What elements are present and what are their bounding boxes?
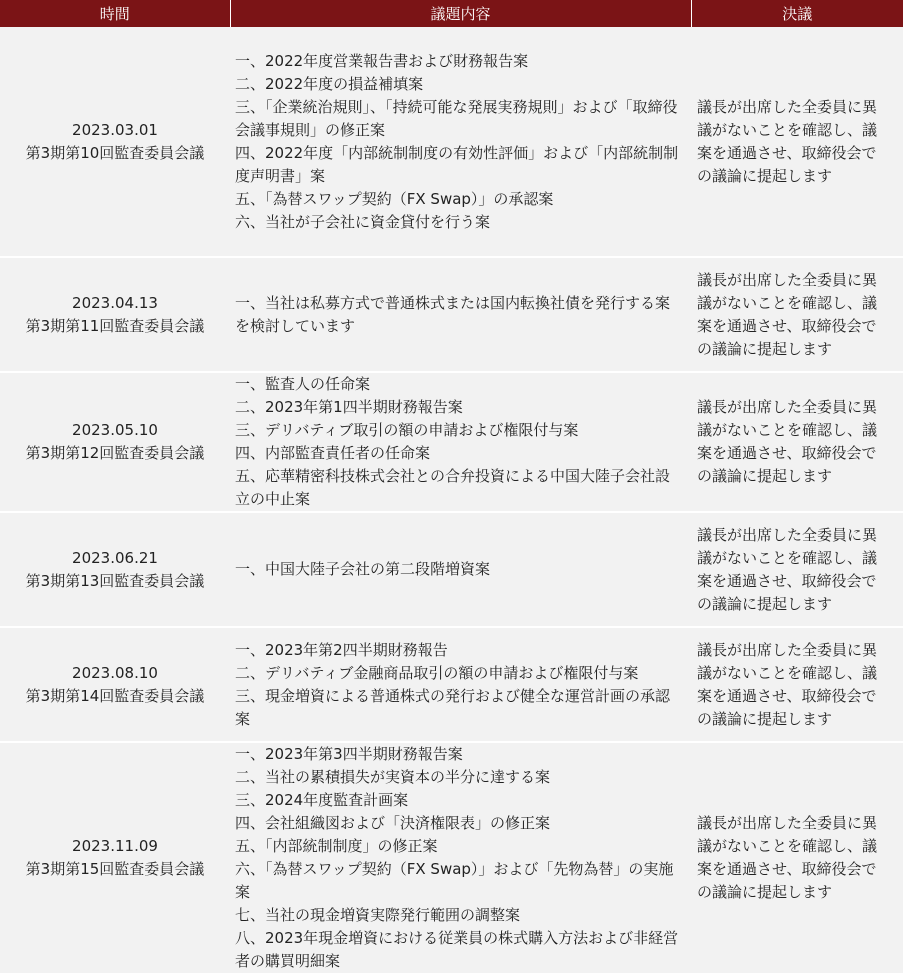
header-time: 時間 — [0, 0, 230, 27]
meeting-date: 2023.03.01 — [72, 120, 158, 139]
agenda-item: 八、2023年現金増資における従業員の株式購入方法および非経営者の購買明細案 — [235, 929, 679, 970]
resolution-cell: 議長が出席した全委員に異議がないことを確認し、議案を通過させ、取締役会での議論に提起します — [691, 742, 903, 974]
resolution-cell: 議長が出席した全委員に異議がないことを確認し、議案を通過させ、取締役会での議論に提起します — [691, 627, 903, 742]
meeting-name: 第3期第15回監査委員会議 — [25, 860, 205, 878]
agenda-cell — [230, 742, 691, 974]
meeting-date: 2023.08.10 — [72, 663, 158, 682]
agenda-item: 六、「為替スワップ契約（FX Swap）」および「先物為替」の実施案 — [235, 860, 674, 901]
header-resolution: 決議 — [691, 0, 903, 27]
resolution-cell: 議長が出席した全委員に異議がないことを確認し、議案を通過させ、取締役会での議論に提起します — [691, 27, 903, 257]
agenda-item: 三、「企業統治規則」、「持続可能な発展実務規則」および「取締役会議事規則」の修正案 — [235, 97, 678, 139]
meeting-name: 第3期第10回監査委員会議 — [25, 143, 205, 162]
agenda-item: 四、内部監査責任者の任命案 — [235, 444, 431, 462]
agenda-item: 六、当社が子会社に資金貸付を行う案 — [235, 212, 491, 231]
header-row — [0, 0, 903, 27]
meeting-time-cell — [0, 742, 230, 974]
meeting-time-cell — [0, 627, 230, 742]
meeting-name: 第3期第13回監査委員会議 — [25, 571, 205, 590]
meeting-name: 第3期第14回監査委員会議 — [25, 686, 205, 705]
meeting-date: 2023.05.10 — [72, 421, 158, 439]
agenda-item: 一、2022年度営業報告書および財務報告案 — [235, 51, 529, 70]
table-row — [0, 512, 903, 627]
meeting-date: 2023.06.21 — [72, 548, 158, 567]
agenda-cell — [230, 372, 691, 512]
meeting-date: 2023.11.09 — [72, 837, 158, 855]
header-agenda: 議題内容 — [230, 0, 691, 27]
agenda-item: 五、応華精密科技株式会社との合弁投資による中国大陸子会社設立の中止案 — [235, 467, 671, 508]
agenda-item: 一、監査人の任命案 — [235, 375, 371, 393]
agenda-item: 三、2024年度監査計画案 — [235, 791, 409, 809]
agenda-cell — [230, 257, 691, 372]
agenda-cell — [230, 27, 691, 257]
resolution-cell: 議長が出席した全委員に異議がないことを確認し、議案を通過させ、取締役会での議論に提起します — [691, 372, 903, 512]
table-row — [0, 27, 903, 257]
meeting-name: 第3期第12回監査委員会議 — [25, 444, 205, 462]
agenda-item: 一、当社は私募方式で普通株式または国内転換社債を発行する案を検討しています — [235, 293, 671, 335]
table-row — [0, 372, 903, 512]
table-row — [0, 627, 903, 742]
agenda-item: 四、2022年度「内部統制制度の有効性評価」および「内部統制制度声明書」案 — [235, 143, 679, 185]
agenda-item: 二、当社の累積損失が実資本の半分に達する案 — [235, 768, 551, 786]
agenda-cell — [230, 512, 691, 627]
agenda-item: 四、会社組織図および「決済権限表」の修正案 — [235, 814, 551, 832]
table-row — [0, 742, 903, 974]
agenda-item: 一、2023年第2四半期財務報告 — [235, 640, 448, 659]
agenda-item: 二、2022年度の損益補填案 — [235, 74, 424, 93]
agenda-item: 一、2023年第3四半期財務報告案 — [235, 745, 463, 763]
agenda-item: 三、デリバティブ取引の額の申請および権限付与案 — [235, 421, 579, 439]
meeting-time-cell — [0, 257, 230, 372]
agenda-cell — [230, 627, 691, 742]
resolution-cell: 議長が出席した全委員に異議がないことを確認し、議案を通過させ、取締役会での議論に提起します — [691, 257, 903, 372]
meeting-name: 第3期第11回監査委員会議 — [25, 316, 205, 335]
meeting-time-cell — [0, 512, 230, 627]
agenda-item: 三、現金増資による普通株式の発行および健全な運営計画の承認案 — [235, 686, 671, 728]
agenda-item: 一、中国大陸子会社の第二段階増資案 — [235, 560, 491, 578]
meeting-time-cell — [0, 372, 230, 512]
agenda-item: 七、当社の現金増資実際発行範囲の調整案 — [235, 906, 521, 924]
resolution-cell: 議長が出席した全委員に異議がないことを確認し、議案を通過させ、取締役会での議論に提起します — [691, 512, 903, 627]
agenda-item: 二、デリバティブ金融商品取引の額の申請および権限付与案 — [235, 663, 639, 682]
agenda-item: 二、2023年第1四半期財務報告案 — [235, 398, 463, 416]
table-row — [0, 257, 903, 372]
meeting-time-cell — [0, 27, 230, 257]
agenda-item: 五、「内部統制制度」の修正案 — [235, 837, 438, 855]
agenda-item: 五、「為替スワップ契約（FX Swap）」の承認案 — [235, 189, 554, 208]
meeting-date: 2023.04.13 — [72, 293, 158, 312]
